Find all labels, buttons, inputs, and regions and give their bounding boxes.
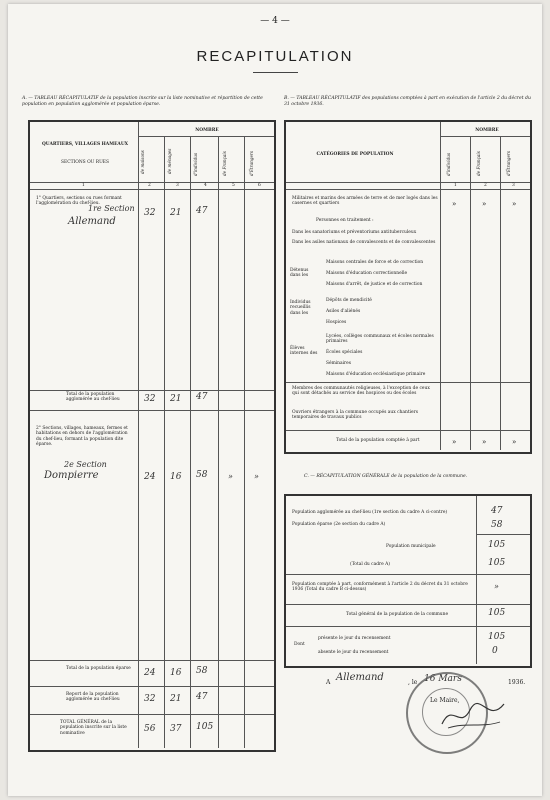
- c-l5: Population comptée à part, conformément à l'article 2 du décret du 31 octobre 1936 (Total du cadre B ci-dessus): [292, 582, 468, 593]
- census-page: [8, 4, 542, 796]
- table-a: [28, 120, 276, 752]
- c-l3: Population municipale: [386, 544, 436, 549]
- c-l2: Population éparse (2e section du cadre A): [292, 522, 386, 527]
- col-quartiers: QUARTIERS, VILLAGES HAMEAUX: [41, 142, 129, 147]
- b-total: Total de la population comptée à part: [336, 438, 420, 443]
- b-arret: Maisons d'arrêt, de justice et de correction: [326, 282, 423, 287]
- col-b-num-3: 3: [512, 183, 515, 188]
- b-education: Maisons d'éducation correctionnelle: [326, 271, 408, 276]
- b-ecoles-speciales: Écoles spéciales: [326, 350, 363, 355]
- c-v5: »: [494, 582, 499, 591]
- c-v7: 105: [488, 632, 506, 642]
- col-b-num-2: 2: [484, 183, 487, 188]
- b-sanatoriums: Dans les sanatoriums et préventoriums antituberculeux: [292, 230, 417, 235]
- c-v3: 105: [488, 540, 506, 550]
- c-l6: Total général de la population de la commune: [346, 612, 449, 617]
- row2-text: 2° Sections, villages, hameaux, fermes et habitations en dehors de l'agglomération du chef-lieu, formant la population dite éparse.: [36, 426, 128, 448]
- total-agg-maisons: 32: [144, 394, 156, 404]
- total-agg-individus: 47: [196, 392, 208, 402]
- col-b-etrangers: d'Étrangers: [506, 150, 511, 176]
- col-num-5: 5: [232, 183, 235, 188]
- b-depots: Dépôts de mendicité: [326, 298, 372, 303]
- b-mark-total-2: »: [482, 438, 487, 446]
- b-lycees: Lycées, collèges communaux et écoles normales primaires: [326, 334, 434, 345]
- row2-etrangers: »: [254, 472, 259, 481]
- b-mark-total-1: »: [452, 438, 457, 446]
- col-francais: de Français: [222, 151, 227, 176]
- page-title: RECAPITULATION: [196, 48, 354, 65]
- b-maisons-centrales: Maisons centrales de force et de correction: [326, 260, 424, 265]
- mayor-signature: [438, 694, 508, 734]
- b-mark-total-3: »: [512, 438, 517, 446]
- row2-maisons: 24: [144, 472, 156, 482]
- col-num-6: 6: [258, 183, 261, 188]
- col-menages: de ménages: [167, 148, 172, 174]
- c-l7a: Dont: [294, 642, 305, 647]
- nombre-label-b: NOMBRE: [475, 128, 499, 133]
- col-b-francais: de Français: [476, 151, 481, 176]
- col-individus: d'individus: [193, 152, 198, 176]
- row1-text: 1° Quartiers, sections ou rues formant l'agglomération du chef-lieu.: [36, 196, 122, 207]
- total-general-individus: 105: [196, 722, 214, 732]
- section-c-heading: C. — RÉCAPITULATION GÉNÉRALE de la population de la commune.: [304, 474, 468, 479]
- b-religieux: Membres des communautés religieuses, à l'exception de ceux qui sont détachés au service des hospices ou des écoles: [292, 386, 430, 397]
- row2-hw-section: 2e Section: [64, 460, 107, 469]
- report-maisons: 32: [144, 694, 156, 704]
- b-mark-1: »: [452, 200, 457, 208]
- c-v4: 105: [488, 558, 506, 568]
- total-general-maisons: 56: [144, 724, 156, 734]
- row1-individus: 47: [196, 206, 208, 216]
- report-menages: 21: [170, 694, 182, 704]
- c-l4: (Total du cadre A): [350, 562, 391, 567]
- col-quartiers-sub: SECTIONS OU RUES: [61, 160, 109, 165]
- total-agg-label: Total de la population agglomérée au chef-lieu: [66, 392, 120, 403]
- report-individus: 47: [196, 692, 208, 702]
- row2-individus: 58: [196, 470, 208, 480]
- b-mark-3: »: [512, 200, 517, 208]
- col-b-individus: d'individus: [446, 152, 451, 176]
- footer-date: 16 Mars: [424, 674, 462, 684]
- b-militaires: Militaires et marins des armées de terre et de mer logés dans les casernes et quartiers: [292, 196, 438, 207]
- col-num-1: 1: [82, 183, 85, 188]
- row1-menages: 21: [170, 208, 182, 218]
- footer-place-prefix: A: [326, 679, 331, 686]
- b-ouvriers: Ouvriers étrangers à la commune occupés aux chantiers temporaires de travaux publics: [292, 410, 418, 421]
- total-eparse-maisons: 24: [144, 668, 156, 678]
- b-maisons-education: Maisons d'éducation ecclésiastique primaire: [326, 372, 426, 377]
- col-num-3: 3: [176, 183, 179, 188]
- total-agg-menages: 21: [170, 394, 182, 404]
- total-eparse-menages: 16: [170, 668, 182, 678]
- row2-menages: 16: [170, 472, 182, 482]
- b-individus-recueillis: Individus recueillis dans les: [290, 300, 311, 316]
- b-personnes: Personnes en traitement :: [316, 218, 374, 223]
- table-c: [284, 494, 532, 668]
- col-etrangers: d'Étrangers: [249, 150, 254, 176]
- section-a-heading: A. — TABLEAU RÉCAPITULATIF de la population inscrite sur la liste nominative et répartition de cette population en population agglomérée et population éparse.: [22, 96, 263, 107]
- footer-year: 1936.: [508, 679, 526, 686]
- total-general-menages: 37: [170, 724, 182, 734]
- footer-date-prefix: , le: [408, 679, 418, 686]
- nombre-label-a: NOMBRE: [195, 128, 219, 133]
- c-v6: 105: [488, 608, 506, 618]
- b-eleves: Élèves internes des: [290, 346, 318, 357]
- c-l8: absente le jour du recensement: [318, 650, 389, 655]
- b-asiles: Dans les asiles nationaux de convalescents et de convalescentes: [292, 240, 436, 245]
- c-l7b: présente le jour du recensement: [318, 636, 391, 641]
- row1-hw-place: Allemand: [68, 216, 116, 227]
- section-b-heading: B. — TABLEAU RÉCAPITULATIF des populations comptées à part en exécution de l'article 2 du décret du 31 octobre 1936.: [284, 96, 531, 107]
- row1-hw-section: 1re Section: [88, 204, 135, 213]
- table-b: [284, 120, 532, 454]
- b-seminaires: Séminaires: [326, 361, 351, 366]
- total-eparse-label: Total de la population éparse: [66, 666, 131, 671]
- total-general-label: TOTAL GÉNÉRAL de la population inscrite sur la liste nominative: [60, 720, 127, 736]
- row2-francais: »: [228, 472, 233, 481]
- col-num-4: 4: [204, 183, 207, 188]
- col-num-2: 2: [148, 183, 151, 188]
- col-categories: CATÉGORIES DE POPULATION: [316, 152, 394, 157]
- total-eparse-individus: 58: [196, 666, 208, 676]
- row1-maisons: 32: [144, 208, 156, 218]
- footer-maire: Le Maire,: [430, 697, 460, 704]
- col-b-num-1: 1: [454, 183, 457, 188]
- title-rule: [253, 72, 298, 73]
- c-l1: Population agglomérée au chef-lieu (1re section du cadre A ci-contre): [292, 510, 448, 515]
- c-v2: 58: [491, 520, 503, 530]
- c-v1: 47: [491, 506, 503, 516]
- page-number: — 4 —: [260, 16, 290, 26]
- b-asiles-alienes: Asiles d'aliénés: [326, 309, 361, 314]
- report-label: Report de la population agglomérée au chef-lieu: [66, 692, 120, 703]
- b-mark-2: »: [482, 200, 487, 208]
- col-maisons: de maisons: [140, 150, 145, 174]
- c-v8: 0: [492, 646, 498, 656]
- row2-hw-place: Dompierre: [44, 470, 99, 481]
- b-hospices: Hospices: [326, 320, 347, 325]
- footer-place: Allemand: [336, 672, 384, 683]
- b-detenus: Détenus dans les: [290, 268, 309, 279]
